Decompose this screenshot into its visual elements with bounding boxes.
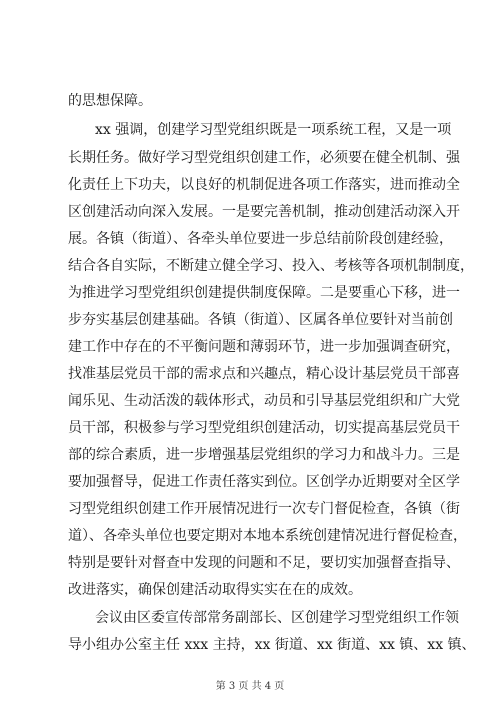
text-line: 的思想保障。 xyxy=(68,93,152,109)
text-line: 闻乐见、生动活泼的载体形式，动员和引导基层党组织和广大党 xyxy=(68,393,460,409)
text-line: 会议由区委宣传部常务副部长、区创建学习型党组织工作领 xyxy=(95,610,459,626)
text-line: 改进落实，确保创建活动取得实实在在的成效。 xyxy=(68,582,362,598)
text-line: 道）、各牵头单位也要定期对本地本系统创建情况进行督促检查， xyxy=(68,528,467,544)
text-line: 部的综合素质，进一步增强基层党组织的学习力和战斗力。三是 xyxy=(68,447,460,463)
text-line: 找准基层党员干部的需求点和兴趣点，精心设计基层党员干部喜 xyxy=(68,366,460,382)
text-line: 步夯实基层创建基础。各镇（街道）、区属各单位要针对当前创 xyxy=(68,312,453,328)
text-line: 长期任务。做好学习型党组织创建工作，必须要在健全机制、强 xyxy=(68,150,460,166)
text-line: 导小组办公室主任 xxx 主持，xx 街道、xx 街道、xx 镇、xx 镇、 xyxy=(68,637,476,653)
text-line: 要加强督导，促进工作责任落实到位。区创学办近期要对全区学 xyxy=(68,474,460,490)
text-line: 为推进学习型党组织创建提供制度保障。二是要重心下移，进一 xyxy=(68,285,460,301)
text-line: 员干部，积极参与学习型党组织创建活动，切实提高基层党员干 xyxy=(68,420,460,436)
text-line: 化责任上下功夫，以良好的机制促进各项工作落实，进而推动全 xyxy=(68,177,460,193)
text-line: 结合各自实际，不断建立健全学习、投入、考核等各项机制制度， xyxy=(68,258,474,274)
text-line: 习型党组织创建工作开展情况进行一次专门督促检查，各镇（街 xyxy=(68,501,460,517)
text-line: 建工作中存在的不平衡问题和薄弱环节，进一步加强调查研究， xyxy=(68,339,460,355)
page-number-footer: 第 3 页 共 4 页 xyxy=(215,681,285,692)
text-line: xx 强调，创建学习型党组织既是一项系统工程，又是一项 xyxy=(95,122,452,138)
text-line: 特别是要针对督查中发现的问题和不足，要切实加强督查指导、 xyxy=(68,555,460,571)
text-line: 区创建活动向深入发展。一是要完善机制，推动创建活动深入开 xyxy=(68,204,460,220)
text-line: 展。各镇（街道）、各牵头单位要进一步总结前阶段创建经验， xyxy=(68,231,453,247)
